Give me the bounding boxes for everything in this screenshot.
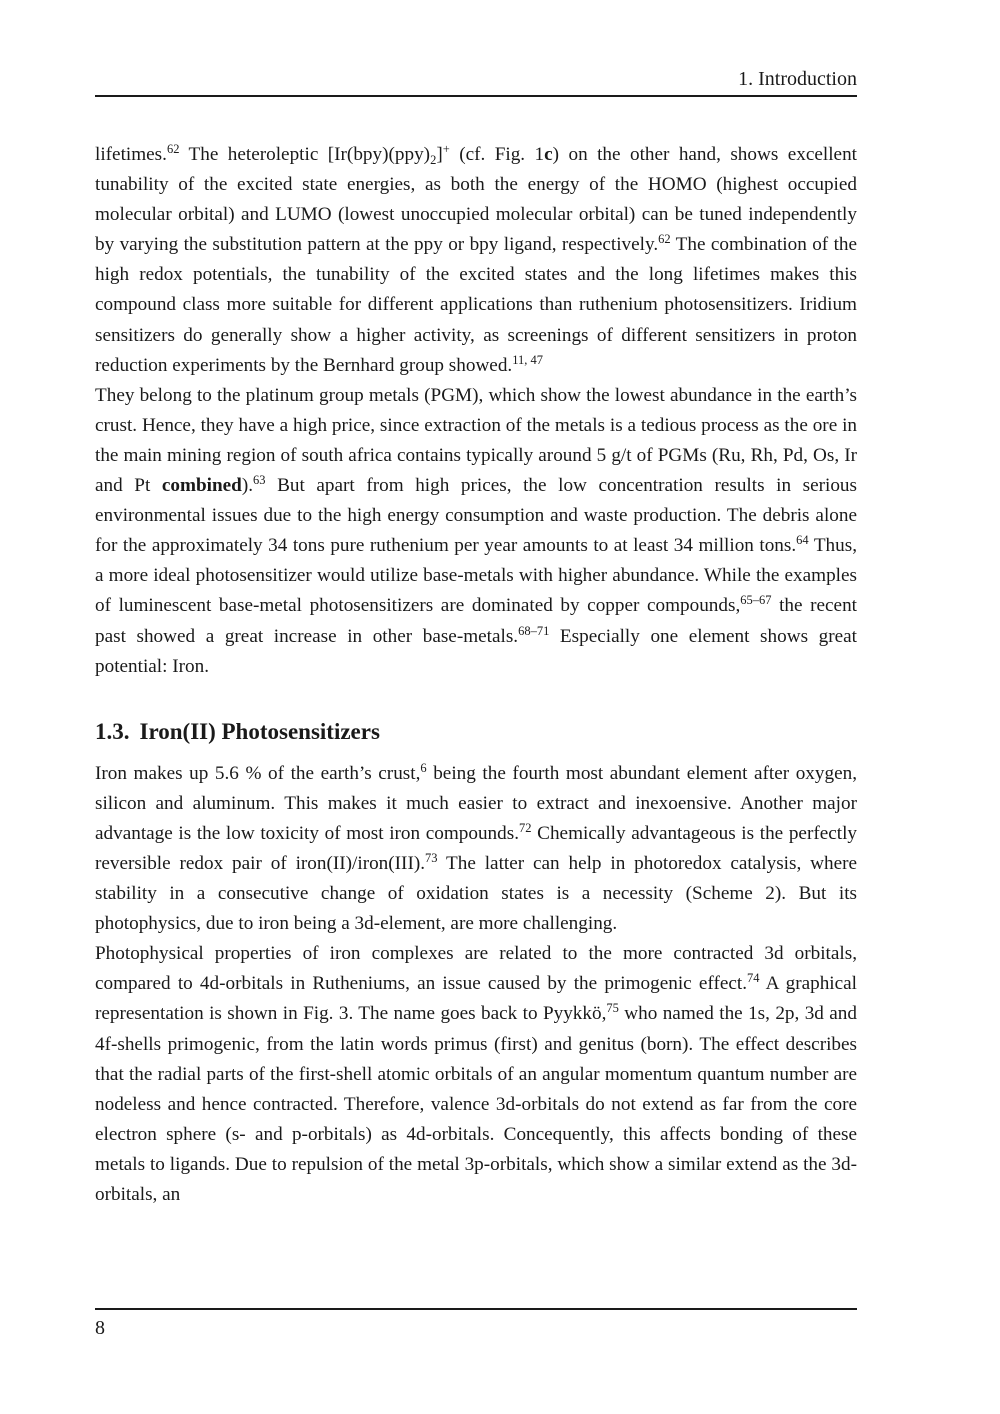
figure-ref-bold: c [544, 144, 553, 165]
header-rule [95, 95, 857, 97]
citation: 11, 47 [512, 352, 544, 367]
subscript: 2 [430, 153, 437, 167]
citation: 62 [166, 142, 180, 156]
citation: 63 [253, 473, 266, 488]
citation: 73 [425, 850, 438, 865]
citation: 74 [747, 971, 760, 986]
bold-word: combined [161, 475, 242, 497]
paragraph-3: Iron makes up 5.6 % of the earth’s crust,$^6$ being the fourth most abundant element after oxygen, silicon and aluminum. This makes it much easier to extract and inexoensive. Another major advantage is the low toxicity of most iron compounds.$^{72}$ Chemically advantageous is the perfectly reversible redox pair of iron(II)/iron(III).$^{73}$ The latter can help in photoredox catalysis, where stability in a consecutive change of oxidation states is a necessity (Scheme 2). But its photophysics, due to iron being a 3d-element, are more challenging. [95, 760, 858, 935]
citation: 72 [519, 820, 532, 835]
section-heading [95, 717, 857, 747]
paragraph-4: Photophysical properties of iron complexes are related to the more contracted 3d orbitals, compared to 4d-orbitals in Rutheniums, an issue caused by the primogenic effect.$^{74}$ A graphical representation is shown in Fig. 3. The name goes back to Pyykkö,$^{75}$ who named the 1s, 2p, 3d and 4f-shells primogenic, from the latin words primus (first) and genitus (born). The effect describes that the radial parts of the first-shell atomic orbitals of an angular momentum quantum number are nodeless and hence contracted. Therefore, valence 3d-orbitals do not extend as far from the core electron sphere (s- and p-orbitals) as 4d-orbitals. Concequently, this affects bonding of these metals to ligands. Due to repulsion of the metal 3p-orbitals, which show a similar extend as the 3d-orbitals, an [95, 943, 857, 1205]
paragraph-1: lifetimes.$^{62}$ The heteroleptic $[Ir(bpy)(ppy)_2]^+$ (cf. Fig. 1c) on the other hand, shows excellent tunability of the excited state energies, as both the energy of the HOMO (highest occupied molecular orbital) and LUMO (lowest unoccupied molecular orbital) can be tuned independently by varying the substitution pattern at the ppy or bpy ligand, respectively.$^{62}$ The combination of the high redox potentials, the tunability of the excited states and the long lifetimes makes this compound class more suitable for different applications than ruthenium photosensitizers. Iridium sensitizers do generally show a higher activity, as screenings of different sensitizers in proton reduction experiments by the Bernhard group showed.$^{11, 47}$ [95, 142, 858, 376]
charge-superscript: + [442, 142, 450, 156]
citation: 64 [796, 533, 809, 548]
running-head: 1. Introduction [738, 68, 857, 90]
citation: 68–71 [518, 623, 550, 638]
citation: 75 [606, 1001, 619, 1016]
body-text [95, 140, 857, 1210]
citation: 65–67 [740, 593, 772, 608]
page-number: 8 [95, 1317, 105, 1339]
section-number: 1.3. [95, 718, 130, 744]
footer-rule [95, 1308, 857, 1310]
citation: 62 [658, 232, 671, 247]
paragraph-2: They belong to the platinum group metals (PGM), which show the lowest abundance in the earth’s crust. Hence, they have a high price, since extraction of the metals is a tedious process as the ore in the main mining region of south africa contains typically around 5 g/t of PGMs (Ru, Rh, Pd, Os, Ir and Pt combined).$^{63}$ But apart from high prices, the low concentration results in serious environmental issues due to the high energy consumption and waste production. The debris alone for the approximately 34 tons pure ruthenium per year amounts to at least 34 million tons.$^{64}$ Thus, a more ideal photosensitizer would utilize base-metals with higher abundance. While the examples of luminescent base-metal photosensitizers are dominated by copper compounds,$^{65-67}$ the recent past showed a great increase in other base-metals.$^{68-71}$ Especially one element shows great potential: Iron. [95, 384, 857, 677]
section-title: Iron(II) Photosensitizers [139, 718, 380, 744]
citation: 6 [420, 760, 427, 775]
